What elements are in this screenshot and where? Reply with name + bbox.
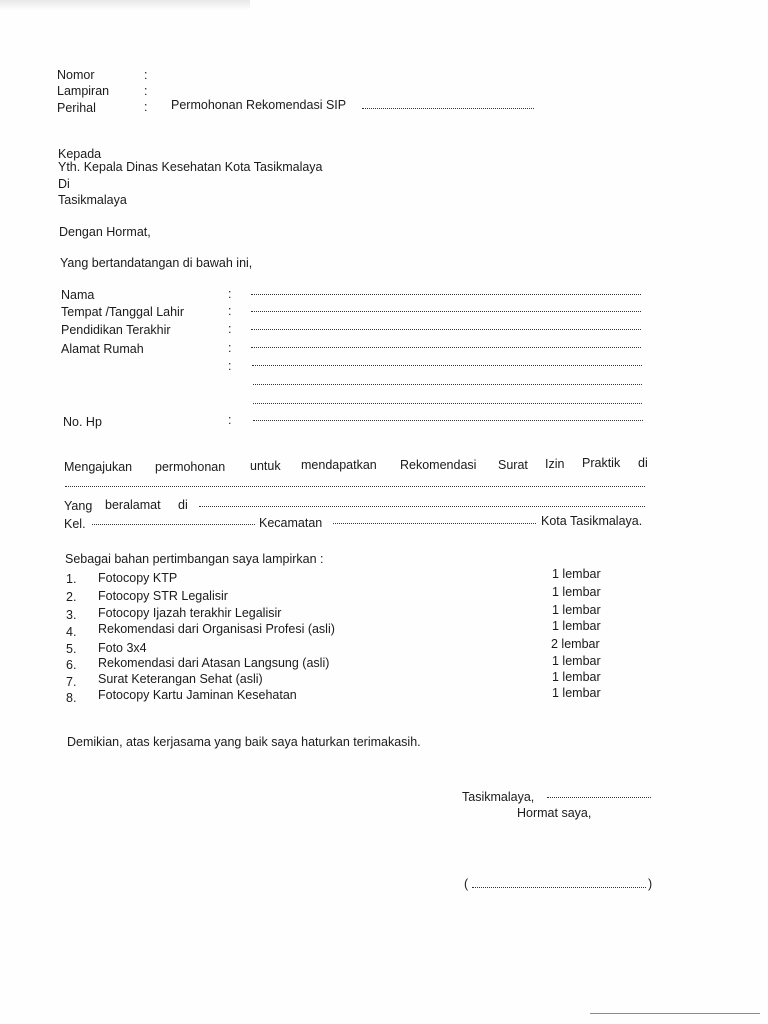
attachment-label: Fotocopy Kartu Jaminan Kesehatan: [98, 688, 297, 702]
recipient-title: Yth. Kepala Dinas Kesehatan Kota Tasikmalaya: [58, 160, 323, 174]
request-word-1: Mengajukan: [64, 460, 133, 474]
request-kecamatan-blank: [333, 523, 536, 524]
attachment-number: 1.: [66, 572, 77, 586]
scan-edge-line: [590, 1013, 760, 1014]
attachment-number: 3.: [66, 608, 77, 622]
field-ttl-blank: [251, 311, 641, 312]
field-hp-blank: [253, 420, 643, 421]
field-alamat-blank-3: [253, 384, 642, 385]
field-alamat-blank-2: [252, 365, 642, 366]
request-word-2: permohonan: [155, 460, 226, 474]
request-di: di: [178, 498, 188, 512]
field-pendidikan-label: Pendidikan Terakhir: [61, 323, 171, 337]
field-pendidikan-blank: [251, 329, 641, 330]
perihal-label: Perihal: [57, 101, 96, 115]
recipient-city: Tasikmalaya: [58, 193, 127, 207]
recipient-di: Di: [58, 177, 70, 191]
request-word-4: mendapatkan: [301, 458, 377, 472]
intro-text: Yang bertandatangan di bawah ini,: [60, 256, 253, 270]
attachment-number: 6.: [66, 658, 77, 672]
field-nama-label: Nama: [61, 288, 95, 302]
request-kel-blank: [92, 524, 255, 525]
field-hp-label: No. Hp: [63, 415, 102, 429]
request-address-blank: [199, 506, 645, 507]
lampiran-colon: :: [144, 84, 148, 98]
closing-text: Demikian, atas kerjasama yang baik saya haturkan terimakasih.: [67, 735, 421, 749]
field-alamat-blank-1: [251, 347, 641, 348]
signature-open-paren: (: [464, 877, 469, 891]
field-alamat-blank-4: [253, 403, 642, 404]
signature-date-blank: [547, 797, 651, 798]
attachment-quantity: 1 lembar: [552, 585, 601, 599]
attachment-quantity: 1 lembar: [552, 567, 601, 581]
attachment-number: 2.: [66, 590, 77, 604]
request-word-5: Rekomendasi: [400, 458, 477, 472]
attachment-label: Surat Keterangan Sehat (asli): [98, 672, 263, 686]
attachment-quantity: 1 lembar: [552, 654, 601, 668]
nomor-colon: :: [144, 68, 148, 82]
field-nama-blank: [251, 294, 641, 295]
request-word-8: Praktik: [582, 456, 621, 470]
field-pendidikan-colon: :: [228, 322, 232, 336]
request-kota: Kota Tasikmalaya.: [541, 514, 643, 528]
attachment-quantity: 1 lembar: [552, 686, 601, 700]
lampiran-label: Lampiran: [57, 84, 110, 98]
field-hp-colon: :: [228, 413, 232, 427]
field-alamat-colon-2: :: [228, 359, 232, 373]
attachment-quantity: 1 lembar: [552, 619, 601, 633]
field-ttl-label: Tempat /Tanggal Lahir: [61, 305, 184, 319]
signature-close-paren: ): [648, 877, 653, 891]
attachment-label: Rekomendasi dari Atasan Langsung (asli): [98, 656, 330, 670]
attachment-quantity: 1 lembar: [552, 603, 601, 617]
attachment-number: 7.: [66, 675, 77, 689]
signature-place: Tasikmalaya,: [462, 790, 535, 804]
recipient-kepada: Kepada: [58, 147, 102, 161]
request-yang: Yang: [64, 499, 93, 513]
request-beralamat: beralamat: [105, 498, 161, 512]
attachment-label: Foto 3x4: [98, 641, 147, 655]
field-alamat-label: Alamat Rumah: [61, 342, 144, 356]
attachment-label: Fotocopy STR Legalisir: [98, 589, 228, 603]
attachment-label: Fotocopy Ijazah terakhir Legalisir: [98, 606, 282, 620]
attachment-label: Rekomendasi dari Organisasi Profesi (asli): [98, 622, 335, 636]
attachment-label: Fotocopy KTP: [98, 571, 178, 585]
attachment-quantity: 2 lembar: [551, 637, 600, 651]
request-word-6: Surat: [498, 458, 528, 472]
attachment-number: 5.: [66, 642, 77, 656]
perihal-colon: :: [144, 100, 148, 114]
request-word-7: Izin: [545, 457, 565, 471]
request-practice-blank: [65, 486, 645, 487]
field-nama-colon: :: [228, 287, 232, 301]
field-alamat-colon: :: [228, 341, 232, 355]
request-kel: Kel.: [64, 517, 86, 531]
field-ttl-colon: :: [228, 304, 232, 318]
signature-regards: Hormat saya,: [517, 806, 592, 820]
attachment-number: 8.: [66, 691, 77, 705]
request-word-3: untuk: [250, 459, 281, 473]
nomor-label: Nomor: [57, 68, 95, 82]
attachments-intro: Sebagai bahan pertimbangan saya lampirkan :: [65, 552, 324, 566]
greeting: Dengan Hormat,: [59, 225, 151, 239]
attachment-quantity: 1 lembar: [552, 670, 601, 684]
attachment-number: 4.: [66, 625, 77, 639]
request-word-9: di: [638, 456, 648, 470]
perihal-value: Permohonan Rekomendasi SIP: [171, 98, 347, 112]
perihal-blank: [362, 108, 534, 109]
request-kecamatan: Kecamatan: [259, 516, 323, 530]
signature-name-blank: [472, 887, 646, 888]
scan-edge-shadow: [0, 0, 250, 10]
